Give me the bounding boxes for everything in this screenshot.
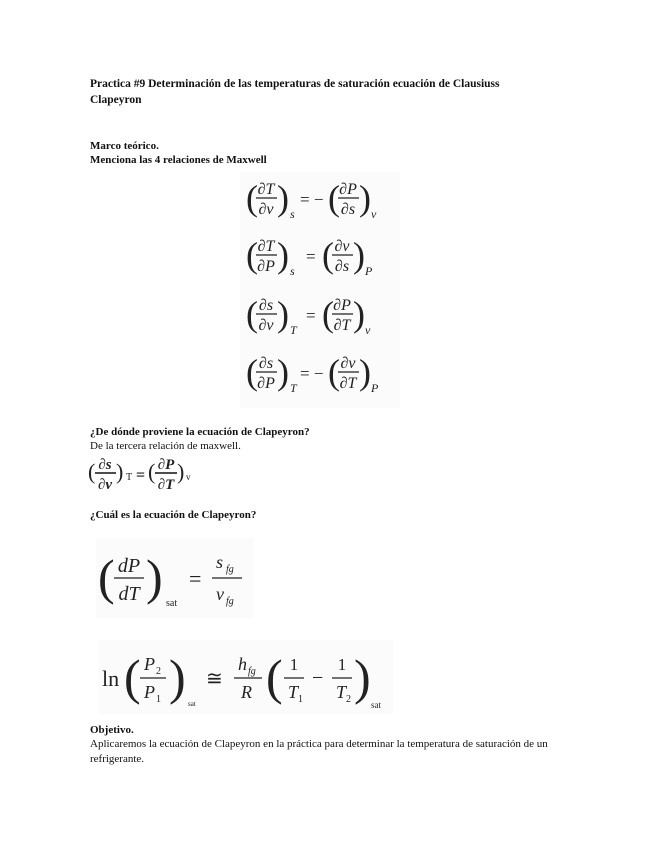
svg-text:=: =	[189, 566, 202, 591]
svg-text:(: (	[266, 649, 283, 705]
svg-text:): )	[359, 178, 371, 218]
svg-text:= −: = −	[300, 190, 324, 209]
svg-text:∂P: ∂P	[257, 258, 275, 275]
svg-text:dP: dP	[117, 555, 141, 577]
svg-text:): )	[277, 294, 289, 334]
svg-text:): )	[177, 459, 185, 484]
svg-text:=: =	[136, 467, 146, 484]
svg-text:(: (	[322, 294, 334, 334]
svg-text:dT: dT	[118, 583, 140, 605]
svg-text:∂v: ∂v	[97, 477, 113, 493]
svg-text:(: (	[124, 649, 141, 705]
svg-text:1: 1	[289, 655, 299, 674]
svg-text:∂s: ∂s	[334, 258, 350, 275]
svg-text:(: (	[246, 352, 258, 392]
svg-text:T: T	[126, 472, 133, 483]
svg-text:P: P	[371, 381, 379, 395]
svg-text:=: =	[306, 306, 316, 325]
marco-heading: Marco teórico.	[90, 140, 159, 152]
svg-text:T: T	[290, 381, 297, 395]
svg-text:∂T: ∂T	[157, 477, 175, 493]
svg-text:(: (	[322, 235, 334, 275]
svg-text:T: T	[288, 682, 299, 702]
maxwell-relation-2	[246, 235, 373, 278]
svg-text:1: 1	[337, 655, 347, 674]
svg-text:1: 1	[298, 694, 303, 705]
page-title: Practica #9 Determinación de las temperaturas de saturación ecuación de Clausiuss Clapeyron	[90, 78, 500, 106]
svg-text:= −: = −	[300, 364, 324, 383]
svg-text:sat: sat	[371, 700, 381, 710]
third-relation-equation	[88, 452, 228, 499]
svg-text:(: (	[88, 459, 96, 484]
svg-text:∂P: ∂P	[339, 181, 357, 198]
svg-text:): )	[146, 549, 163, 605]
svg-text:fg: fg	[248, 666, 256, 677]
svg-text:1: 1	[156, 694, 161, 705]
svg-text:(: (	[246, 235, 258, 275]
svg-text:): )	[353, 294, 365, 334]
svg-text:∂T: ∂T	[339, 375, 357, 392]
svg-text:(: (	[246, 294, 258, 334]
svg-text:∂s: ∂s	[98, 457, 112, 473]
svg-text:2: 2	[346, 694, 351, 705]
objective-heading: Objetivo.	[90, 724, 134, 736]
svg-text:v: v	[365, 323, 371, 337]
svg-text:v: v	[216, 584, 224, 604]
svg-text:2: 2	[156, 666, 161, 677]
maxwell-relation-4	[246, 352, 379, 395]
svg-text:∂s: ∂s	[340, 201, 356, 218]
svg-text:∂v: ∂v	[340, 355, 356, 372]
svg-text:∂v: ∂v	[258, 201, 274, 218]
svg-text:s: s	[290, 207, 295, 221]
svg-text:): )	[169, 649, 186, 705]
svg-text:): )	[353, 235, 365, 275]
svg-text:∂T: ∂T	[257, 181, 275, 198]
svg-text:fg: fg	[226, 564, 234, 575]
svg-text:∂P: ∂P	[257, 375, 275, 392]
maxwell-prompt: Menciona las 4 relaciones de Maxwell	[90, 154, 267, 166]
svg-text:): )	[354, 649, 371, 705]
svg-text:h: h	[238, 654, 247, 674]
svg-text:(: (	[246, 178, 258, 218]
svg-text:∂s: ∂s	[258, 355, 274, 372]
question-equation: ¿Cuál es la ecuación de Clapeyron?	[90, 509, 257, 521]
svg-text:∂v: ∂v	[334, 238, 350, 255]
svg-text:sat: sat	[188, 700, 196, 708]
svg-text:R: R	[241, 682, 252, 702]
svg-text:∂v: ∂v	[258, 317, 274, 334]
svg-text:∂s: ∂s	[258, 297, 274, 314]
svg-text:∂P: ∂P	[333, 297, 351, 314]
clausius-clapeyron-equation-image	[98, 640, 393, 714]
question-origin: ¿De dónde proviene la ecuación de Clapeyron?	[90, 426, 310, 438]
svg-text:): )	[277, 352, 289, 392]
svg-text:T: T	[290, 323, 297, 337]
svg-text:≅: ≅	[206, 668, 223, 690]
svg-text:(: (	[98, 549, 115, 605]
svg-text:∂T: ∂T	[257, 238, 275, 255]
svg-text:(: (	[148, 459, 156, 484]
clapeyron-equation-image	[96, 538, 254, 618]
answer-origin: De la tercera relación de maxwell.	[90, 440, 241, 452]
svg-text:s: s	[216, 552, 224, 572]
svg-text:fg: fg	[226, 596, 234, 607]
svg-text:∂T: ∂T	[333, 317, 351, 334]
svg-text:(: (	[328, 178, 340, 218]
svg-text:P: P	[144, 654, 155, 674]
svg-text:): )	[359, 352, 371, 392]
svg-text:∂P: ∂P	[157, 457, 175, 473]
svg-text:(: (	[328, 352, 340, 392]
svg-text:sat: sat	[166, 598, 178, 609]
svg-text:s: s	[290, 264, 295, 278]
maxwell-relation-3	[246, 294, 371, 337]
objective-text: Aplicaremos la ecuación de Clapeyron en la práctica para determinar la temperatura de saturación de un refrigerante.	[90, 738, 548, 765]
svg-text:=: =	[306, 247, 316, 266]
svg-text:T: T	[336, 682, 347, 702]
maxwell-relations-image	[240, 172, 400, 408]
svg-text:): )	[277, 235, 289, 275]
svg-text:P: P	[365, 264, 373, 278]
svg-text:−: −	[312, 667, 324, 689]
maxwell-relation-1	[246, 178, 377, 221]
svg-text:): )	[116, 459, 124, 484]
svg-text:ln: ln	[102, 666, 120, 691]
svg-text:): )	[277, 178, 289, 218]
svg-text:P: P	[144, 682, 155, 702]
svg-text:v: v	[371, 207, 377, 221]
svg-text:v: v	[186, 472, 191, 482]
